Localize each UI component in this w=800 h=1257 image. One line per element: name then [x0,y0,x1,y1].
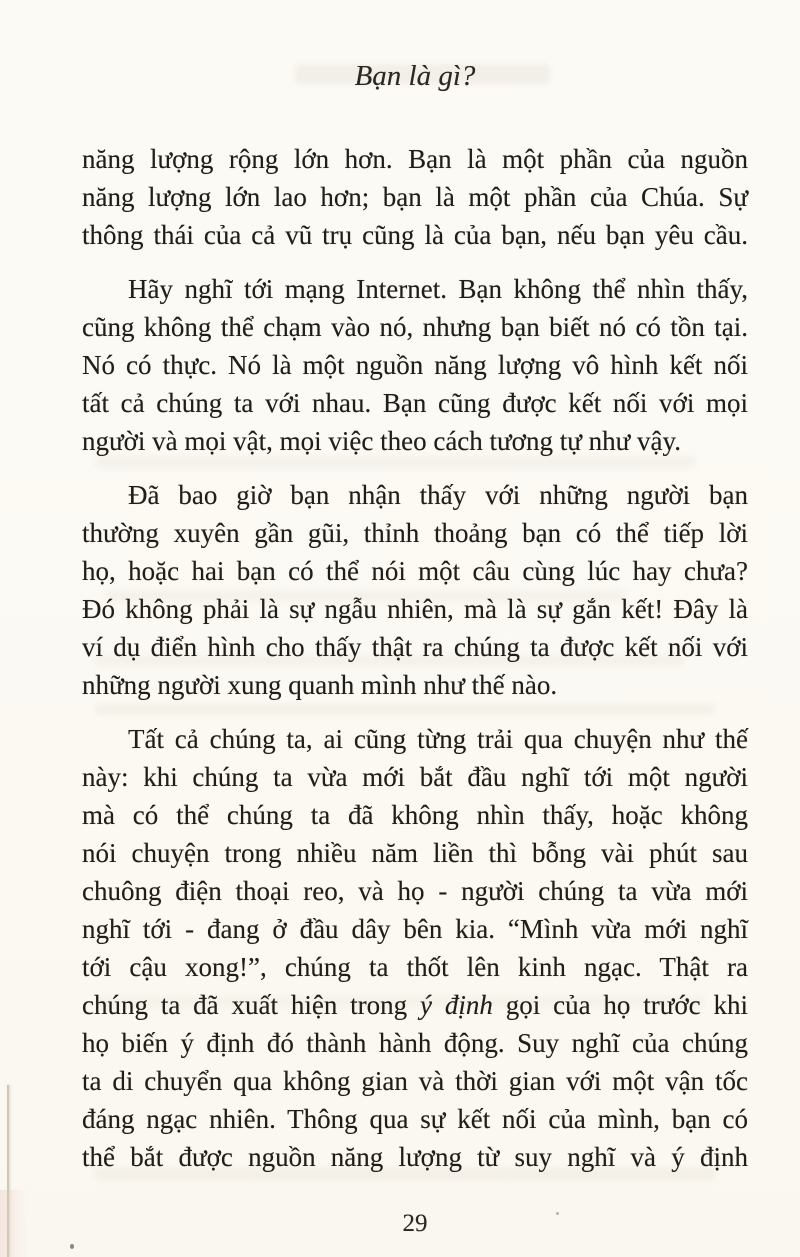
scan-edge-tint [0,1190,28,1257]
text-line: Hãy nghĩ tới mạng Internet. Bạn không thể nhìn thấy, [128,274,748,304]
text-line: đáng ngạc nhiên. Thông qua sự kết nối của mình, bạn có [82,1104,748,1134]
text-line: nói chuyện trong nhiều năm liền thì bỗng vài phút sau [82,838,748,868]
text-line: cũng không thể chạm vào nó, nhưng bạn biết nó có tồn tại. [82,312,748,342]
chapter-running-head: Bạn là gì? [354,60,476,92]
text-line: năng lượng rộng lớn hơn. Bạn là một phần của nguồn [82,144,748,174]
text-line: họ, hoặc hai bạn có thể nói một câu cùng lúc hay chưa? [82,556,748,586]
text-line: chuông điện thoại reo, và họ - người chúng ta vừa mới [82,876,748,906]
scan-speck [70,1244,74,1249]
text-line: thể bắt được nguồn năng lượng từ suy nghĩ và ý định [82,1142,748,1172]
text-line: nghĩ tới - đang ở đầu dây bên kia. “Mình vừa mới nghĩ [82,914,748,944]
text-line: năng lượng lớn lao hơn; bạn là một phần của Chúa. Sự [82,182,748,212]
text-line: thông thái của cả vũ trụ cũng là của bạn, nếu bạn yêu cầu. [82,220,748,250]
paragraph [82,720,748,1176]
paragraph [82,476,748,704]
text-line: ta di chuyển qua không gian và thời gian với một vận tốc [82,1066,748,1096]
emphasized-text: ý định [420,990,493,1020]
text-line: Nó có thực. Nó là một nguồn năng lượng vô hình kết nối [82,350,748,380]
paragraph [82,270,748,460]
text-line: tất cả chúng ta với nhau. Bạn cũng được kết nối với mọi [82,388,748,418]
text-line: tới cậu xong!”, chúng ta thốt lên kinh ngạc. Thật ra [82,952,748,982]
text-line: này: khi chúng ta vừa mới bắt đầu nghĩ tới một người [82,762,748,792]
text-line: ví dụ điển hình cho thấy thật ra chúng ta được kết nối với [82,632,748,662]
text-line: thường xuyên gần gũi, thỉnh thoảng bạn có thể tiếp lời [82,518,748,548]
text-line: chúng ta đã xuất hiện trong ý định gọi của họ trước khi [82,990,748,1020]
text-line: Đó không phải là sự ngẫu nhiên, mà là sự gắn kết! Đây là [82,594,748,624]
body-text [82,140,748,1176]
page-number: 29 [402,1210,428,1237]
paragraph [82,140,748,254]
text-line: người và mọi vật, mọi việc theo cách tương tự như vậy. [82,426,681,456]
scan-speck [556,1212,559,1215]
text-line: Đã bao giờ bạn nhận thấy với những người bạn [128,480,748,510]
text-line: Tất cả chúng ta, ai cũng từng trải qua chuyện như thế [128,724,748,754]
text-line: mà có thể chúng ta đã không nhìn thấy, hoặc không [82,800,748,830]
text-line: họ biến ý định đó thành hành động. Suy nghĩ của chúng [82,1028,748,1058]
text-line: những người xung quanh mình như thế nào. [82,670,558,700]
